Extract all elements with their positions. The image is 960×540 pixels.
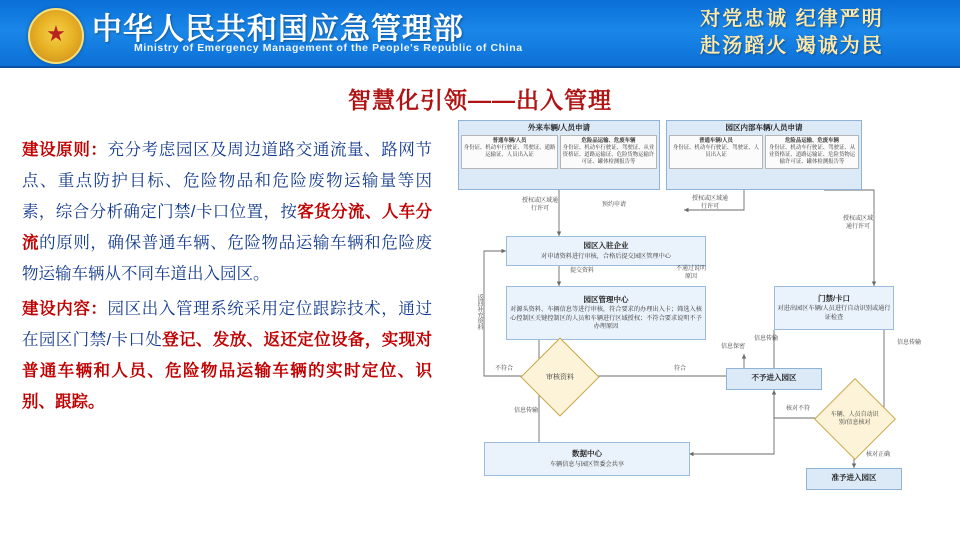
- node-outside-application-title: 外来车辆/人员申请: [527, 123, 591, 132]
- paragraph-principle-text-b: 的原则，确保普通车辆、危险物品运输车辆和危险废物运输车辆从不同车道出入园区。: [22, 234, 433, 283]
- node-outside-application: [458, 120, 660, 190]
- node-outside-normal: [461, 135, 558, 169]
- node-deny-entry: [726, 368, 822, 390]
- node-park-center-title: 园区管理中心: [583, 294, 629, 304]
- node-gate-checkpoint-title: 门禁/卡口: [817, 293, 851, 303]
- edge-label-authorization-2: 授权或区域通行许可: [692, 196, 729, 210]
- node-inside-normal-title: 普通车辆/人员: [699, 137, 733, 144]
- node-inside-hazard-title: 危险品运输、危废车辆: [785, 137, 839, 144]
- edge-label-authorization-3: 授权或区域通行许可: [842, 216, 873, 230]
- national-emblem-icon: [28, 8, 84, 64]
- edge-label-fail: 不符合: [494, 366, 513, 372]
- node-park-center: [506, 286, 706, 340]
- node-outside-hazard-title: 危险品运输、危废车辆: [581, 137, 636, 144]
- edge-label-authorization-1: 授权或区域通行许可: [522, 198, 559, 212]
- node-park-center-body: 对源头资料、车辆信息等进行审核，符合要求的办理出入卡；筛选入核心控制区关键控制区的人员和车辆进行区域授权；不符合要求说明不予办理原因: [510, 306, 702, 330]
- paragraph-principle-highlight: 客货分流、人车分流: [22, 203, 432, 252]
- node-park-enterprise-title: 园区入驻企业: [583, 241, 629, 250]
- edge-label-not-pass-reason: 不通过说明原因: [675, 266, 706, 280]
- left-text-column: [22, 135, 432, 422]
- edge-label-match-ok: 核对正确: [865, 452, 890, 458]
- edge-label-pass: 符合: [673, 366, 686, 372]
- node-data-center: [484, 442, 690, 476]
- edge-label-submit-material: 提交资料: [569, 268, 594, 274]
- edge-label-info-secret: 信息保密: [720, 344, 745, 350]
- banner-slogan: [642, 6, 942, 60]
- node-auto-identify-title: 车辆、人员自动识别/信息核对: [830, 411, 879, 425]
- banner-slogan-line1: 对党忠诚 纪律严明: [700, 8, 884, 30]
- paragraph-principle: [22, 135, 432, 290]
- node-inside-normal-body: 身份证、机动车行驶证、驾驶证、人员出入证: [672, 144, 760, 158]
- paragraph-content-text-a: 园区出入管理系统采用定位跟踪技术，通过在园区门禁/卡口处: [22, 300, 433, 349]
- node-inside-hazard-body: 身份证、机动车行驶证、驾驶证、从业资格证、道路运输证、危险货物运输许可证、罐体检测报告等: [768, 144, 856, 165]
- paragraph-content-label: 建设内容：: [22, 300, 108, 318]
- ministry-title-en: Ministry of Emergency Management of the People's Republic of China: [134, 42, 523, 54]
- node-inside-application-title: 园区内部车辆/人员申请: [725, 123, 803, 132]
- flowchart: [444, 118, 952, 518]
- node-park-enterprise: [506, 236, 706, 266]
- emblem-star-icon: ★: [46, 20, 66, 46]
- banner-divider: [0, 66, 960, 68]
- node-inside-application: [666, 120, 862, 190]
- node-gate-checkpoint: [774, 286, 894, 330]
- node-outside-hazard-body: 身份证、机动车行驶证、驾驶证、从业资格证、道路运输证、危险货物运输许可证、罐体检测报告等: [562, 144, 655, 165]
- node-inside-hazard: [765, 135, 859, 169]
- paragraph-content-highlight: 登记、发放、返还定位设备，实现对普通车辆和人员、危险物品运输车辆的实时定位、识别、跟踪。: [22, 331, 433, 411]
- edge-label-pre-review: 预约申请: [601, 202, 626, 208]
- node-deny-entry-title: 不予进入园区: [751, 373, 797, 383]
- node-allow-entry-title: 准予进入园区: [831, 473, 877, 483]
- page-title: 智慧化引领——出入管理: [348, 87, 612, 113]
- edge-label-info-transfer-2: 信息传输: [753, 336, 778, 342]
- node-park-enterprise-body: 对申请资料进行审核，合格后提交园区管理中心: [541, 252, 671, 260]
- paragraph-principle-label: 建设原则：: [22, 141, 108, 159]
- ministry-title-cn: 中华人民共和国应急管理部: [92, 13, 464, 46]
- banner-slogan-line2: 赴汤蹈火 竭诚为民: [700, 35, 884, 57]
- node-outside-normal-body: 身份证、机动车行驶证、驾驶证、通路运输证、人员出入证: [463, 144, 556, 158]
- node-outside-hazard: [560, 135, 657, 169]
- paragraph-content: [22, 294, 432, 418]
- node-gate-checkpoint-body: 对进出园区车辆/人员进行自动识别或通行证检查: [777, 305, 891, 321]
- header-banner: [0, 0, 960, 68]
- edge-label-match-fail: 核对不符: [785, 406, 810, 412]
- node-data-center-body: 车辆信息与园区管委会共享: [549, 460, 625, 468]
- edge-label-return-material: 返回补充资料: [476, 294, 482, 330]
- paragraph-principle-text-a: 充分考虑园区及周边道路交通流量、路网节点、重点防护目标、危险物品和危险废物运输量等因素，综合分析确定门禁/卡口位置，按: [22, 141, 433, 221]
- edge-label-info-transfer-1: 信息传输: [513, 408, 538, 414]
- node-allow-entry: [806, 468, 902, 490]
- node-data-center-title: 数据中心: [572, 449, 602, 458]
- node-review-decision-title: 审核资料: [546, 374, 574, 381]
- edge-label-info-transfer-3: 信息传输: [896, 340, 921, 346]
- node-outside-normal-title: 普通车辆/人员: [492, 137, 527, 144]
- node-inside-normal: [669, 135, 763, 169]
